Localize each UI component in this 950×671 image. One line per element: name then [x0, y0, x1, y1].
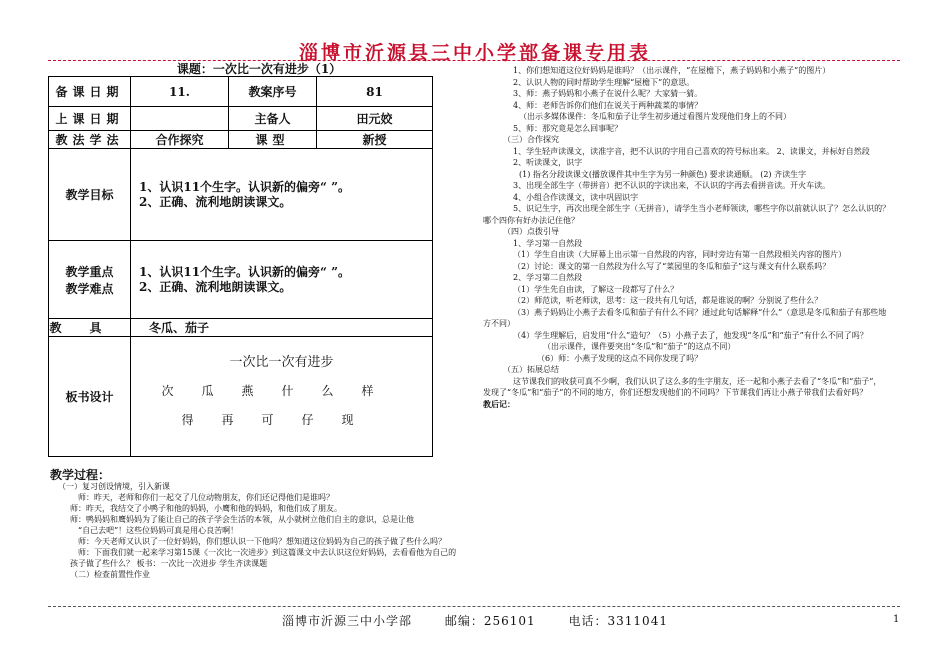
process-line: 哪个四你有好办法记住他？	[483, 215, 579, 225]
lesson-info-table	[48, 76, 433, 457]
lesson-plan-panel	[48, 62, 470, 457]
label-prep-date: 备课日期	[49, 77, 131, 107]
row-method	[49, 131, 433, 149]
process-line: （一）复习创设情境，引入新课	[58, 482, 170, 491]
footer-postcode: 邮编：256101	[444, 614, 536, 628]
value-preparer: 田元姣	[317, 107, 433, 131]
process-line: 2、认识人物的同时帮助学生理解“屋檐下”的意思。	[513, 77, 695, 87]
goal-line-1: 1、认识11个生字。认识新的偏旁“ ”。	[139, 179, 351, 194]
process-line: （3）燕子妈妈让小燕子去看冬瓜和茄子有什么不同？通过此句话解释“什么”（意思是冬瓜和茄子有那些地	[513, 307, 887, 317]
lesson-title: 课题：一次比一次有进步（1）	[176, 62, 342, 76]
label-plan-number: 教案序号	[229, 77, 317, 107]
value-class-date	[131, 107, 229, 131]
process-line: 师：下面我们就一起来学习第15课《一次比一次进步》到这篇课文中去认识这位好妈妈，去看看他为自己的	[78, 548, 457, 557]
process-line: 1、学习第一自然段	[513, 238, 583, 248]
label-method: 教法学法	[49, 131, 131, 149]
row-board	[49, 337, 433, 457]
label-preparer: 主备人	[229, 107, 317, 131]
footer-school: 淄博市沂源三中小学部	[282, 614, 413, 628]
row-tools	[49, 319, 433, 337]
label-goals: 教学目标	[49, 149, 131, 241]
value-tools: 冬瓜、茄子	[131, 319, 433, 337]
goals-content	[131, 149, 433, 241]
process-line: 1、你们想知道这位好妈妈是谁吗？（出示课件，“在屋檐下，燕子妈妈和小燕子”的图片）	[513, 66, 831, 75]
after-class-notes-label: 教后记：	[483, 398, 515, 409]
process-line: （出示课件，课件要突出“冬瓜”和“茄子”的这点不同）	[543, 342, 736, 351]
key-line-1: 1、认识11个生字。认识新的偏旁“ ”。	[139, 264, 351, 279]
process-line: （6）师：小燕子发现的这点不同你发现了吗？	[537, 353, 703, 363]
row-key-points	[49, 241, 433, 319]
process-line: 5、识记生字，再次出现全部生字（无拼音），请学生当小老师领读，哪些字你以前就认识了？怎么认识的？	[513, 204, 891, 213]
page-header-title: 淄博市沂源县三中小学部备课专用表	[298, 42, 651, 64]
key-line-2: 2、正确、流利地朗读课文。	[139, 279, 292, 294]
key-points-content	[131, 241, 433, 319]
board-content	[131, 337, 433, 457]
process-line: 这节课我们的收获可真不少啊，我们认识了这么多的生字朋友，还一起和小燕子去看了“冬瓜”和“茄子”，	[513, 376, 882, 386]
footer-phone: 电话：3311041	[568, 614, 668, 628]
process-line: 发现了“冬瓜”和“茄子”的不同的地方，你们还想发现他们的不同吗？下节课我们再让小燕子带我们去看好吗？	[483, 388, 868, 397]
process-text	[50, 481, 472, 580]
process-line: （1）学生自由读（大屏幕上出示第一自然段的内容，同时旁边有第一自然段相关内容的图片）	[513, 250, 847, 259]
process-line: 师：鸭妈妈和鹰妈妈为了能让自己的孩子学会生活的本领，从小就树立他们自主的意识，总是让他	[70, 515, 414, 524]
label-tools: 教具	[49, 319, 131, 337]
process-line: 2、学习第二自然段	[513, 273, 583, 282]
process-line: 师：昨天，老师和你们一起交了几位动物朋友，你们还记得他们是谁吗？	[78, 493, 334, 502]
row-class-date	[49, 107, 433, 131]
row-goals	[49, 149, 433, 241]
process-line: 4、小组合作读课文，读中巩固识字	[513, 192, 639, 202]
header-divider	[48, 60, 900, 61]
process-line: 孩子做了些什么？ 板书：一次比一次进步 学生齐读课题	[70, 559, 268, 568]
process-line: 1、学生轻声读课文，读准字音，把不认识的字用自己喜欢的符号标出来。 2、读课文，并标好自然段	[513, 146, 870, 156]
board-title: 一次比一次有进步	[229, 355, 334, 370]
process-line: 5、师：那究竟是怎么回事呢？	[513, 123, 623, 133]
row-prep-date	[49, 77, 433, 107]
label-class-date: 上课日期	[49, 107, 131, 131]
value-prep-date: 11.	[131, 77, 229, 107]
process-line: （2）讨论：课文的第一自然段为什么写了“菜园里的冬瓜和茄子”这与课文有什么联系吗？	[513, 261, 831, 271]
process-line: （二）检查前置性作业	[70, 570, 150, 579]
footer-divider	[48, 606, 900, 607]
value-plan-number: 81	[317, 77, 433, 107]
board-chars-row-2: 得再可仔现	[181, 413, 382, 427]
label-key-points	[49, 241, 131, 319]
value-lesson-type: 新授	[317, 131, 433, 149]
process-line: （1）学生先自由读，了解这一段都写了什么？	[513, 284, 679, 294]
board-chars-row-1: 次瓜燕什么样	[161, 384, 402, 398]
process-line: 师：今天老师又认识了一位好妈妈，你们想认识一下他吗？想知道这位妈妈为自己的孩子做了些什么吗？	[78, 537, 446, 546]
process-line: 4、师：老师告诉你们他们在说关于两种蔬菜的事情？	[513, 100, 703, 110]
process-line: （三）合作探究	[503, 135, 559, 144]
process-line: （出示多媒体课件：冬瓜和茄子让学生初步通过看图片发现他们身上的不同）	[519, 112, 791, 121]
value-method: 合作探究	[131, 131, 229, 149]
goal-line-2: 2、正确、流利地朗读课文。	[139, 194, 292, 209]
process-line: 2、听读课文，识字	[513, 158, 583, 167]
process-line: 3、出现全部生字（带拼音）把不认识的字读出来，不认识的字再去看拼音读。开火车读。	[513, 181, 831, 190]
process-line: “自己去吧”！这些位妈妈可真是用心良苦啊！	[78, 526, 239, 535]
page-number: 1	[893, 614, 900, 625]
process-line: （4）学生理解后，启发用“什么”造句？（5）小燕子去了，他发现“冬瓜”和“茄子”有什么不同了吗？	[513, 330, 868, 340]
process-line: 师：昨天，我结交了小鸭子和他的妈妈，小鹰和他的妈妈，和他们成了朋友。	[70, 504, 342, 513]
process-line: （四）点拨引导	[503, 227, 559, 236]
process-line: 方不同）	[483, 319, 515, 328]
process-line: （2）师范读，听老师读，思考：这一段共有几句话，都是谁说的啊？分别说了些什么？	[513, 296, 823, 305]
label-lesson-type: 课型	[229, 131, 317, 149]
process-continued	[483, 65, 901, 410]
label-board-design: 板书设计	[49, 337, 131, 457]
process-line: （五）拓展总结	[503, 365, 559, 374]
label-key: 教学重点	[65, 264, 114, 279]
process-heading: 教学过程：	[50, 468, 111, 482]
page-footer	[0, 612, 950, 629]
label-difficulty: 教学难点	[65, 281, 114, 296]
process-line: 3、师：燕子妈妈和小燕子在说什么呢？大家猜一猜。	[513, 89, 703, 98]
process-line: (1) 指名分段读课文(播放课件其中生字为另一种颜色) 要求读通顺。 (2) 齐读生字	[519, 169, 807, 179]
